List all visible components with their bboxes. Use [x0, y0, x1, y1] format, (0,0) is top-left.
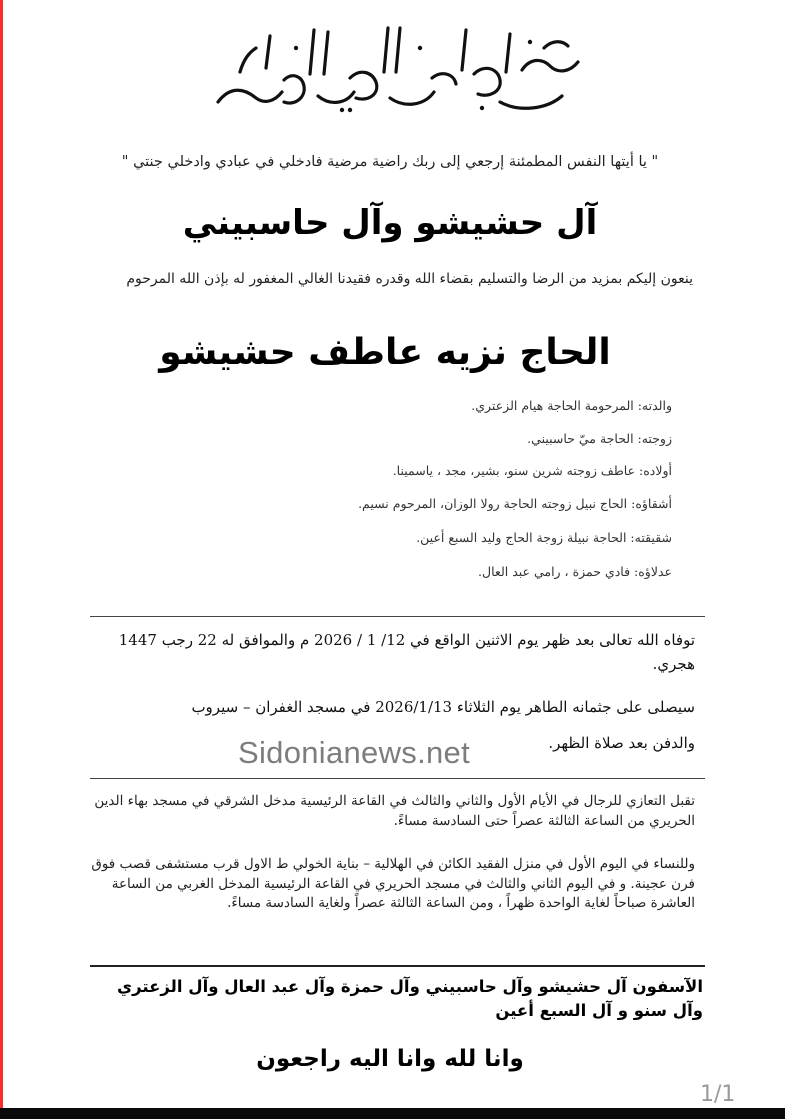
families-title: آل حشيشو وآل حاسبيني — [182, 203, 598, 243]
relative-wife: زوجته: الحاجة ميّ حاسبيني. — [527, 431, 672, 446]
intro-text: ينعون إليكم بمزيد من الرضا والتسليم بقضاء الله وقدره فقيدنا الغالي المغفور له بإذن الله المرحوم — [126, 271, 693, 287]
deceased-name: الحاج نزيه عاطف حشيشو — [159, 332, 611, 373]
divider — [90, 965, 705, 967]
condolences-women: وللنساء في اليوم الأول في منزل الفقيد الكائن في الهلالية – بناية الخولي ط الاول قرب مستشفى قصب فوق فرن عجينة. و في اليوم الثاني والثالث في مسجد الحريري في القاعة الرئيسية المدخل الغربي من الساعة العاشرة صباحاً لغاية الواحدة ظهراً ، ومن الساعة الثالثة عصراً ولغاية السادسة مساءً. — [91, 856, 695, 911]
page-number: 1/1 — [700, 1082, 736, 1107]
watermark: Sidonianews.net — [238, 735, 470, 770]
divider — [90, 778, 705, 779]
relative-sister: شقيقته: الحاجة نبيلة زوجة الحاج وليد السبع أعين. — [416, 530, 672, 545]
quran-verse: " يا أيتها النفس المطمئنة إرجعي إلى ربك راضية مرضية فادخلي في عبادي وادخلي جنتي " — [121, 154, 659, 170]
bottom-bar — [0, 1108, 785, 1119]
relative-brothers: أشقاؤه: الحاج نبيل زوجته الحاجة رولا الوزان، المرحوم نسيم. — [358, 496, 672, 511]
relative-mother: والدته: المرحومة الحاجة هيام الزعتري. — [471, 398, 672, 413]
relative-children: أولاده: عاطف زوجته شرين سنو، بشير، مجد ، ياسمينا. — [392, 463, 672, 478]
funeral-prayer: سيصلى على جثمانه الطاهر يوم الثلاثاء 2026/1/13 في مسجد الغفران – سيروب — [191, 698, 695, 716]
left-border — [0, 0, 3, 1108]
burial-time: والدفن بعد صلاة الظهر. — [548, 734, 695, 752]
condolences-men: تقبل التعازي للرجال في الأيام الأول والثاني والثالث في القاعة الرئيسية مدخل الشرقي في مسجد بهاء الدين الحريري من الساعة الثالثة عصراً حتى السادسة مساءً. — [94, 793, 695, 829]
relative-in-laws: عدلاؤه: فادي حمزة ، رامي عبد العال. — [478, 564, 672, 579]
closing-phrase: وانا لله وانا اليه راجعون — [256, 1046, 524, 1072]
death-notice: توفاه الله تعالى بعد ظهر يوم الاثنين الواقع في 12/ 1 / 2026 م والموافق له 22 رجب 1447 هجري. — [118, 631, 695, 673]
divider — [90, 616, 705, 617]
calligraphy-header — [200, 18, 600, 118]
mourners-families: الآسفون آل حشيشو وآل حاسبيني وآل حمزة وآل عبد العال وآل الزعتري وآل سنو و آل السبع أعين — [117, 977, 703, 1020]
